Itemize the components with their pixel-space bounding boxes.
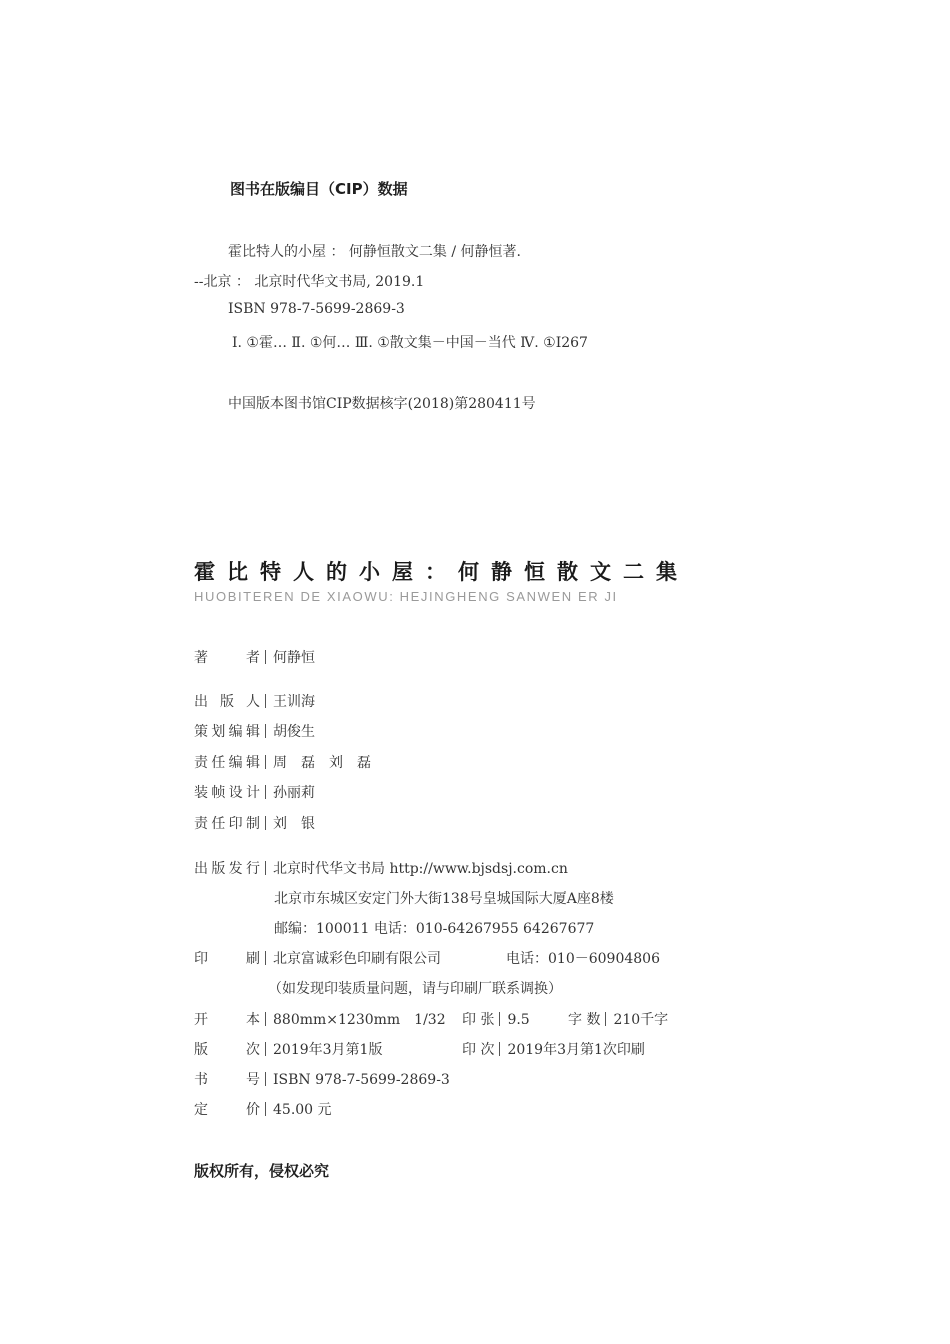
- separator: [265, 1072, 266, 1086]
- credit-label: 字 数: [568, 1012, 601, 1028]
- separator: [265, 1012, 266, 1026]
- separator: [265, 755, 266, 769]
- separator: [605, 1012, 606, 1026]
- credit-label: 印 次: [462, 1042, 495, 1058]
- credit-designer: [194, 782, 315, 802]
- separator: [265, 861, 266, 875]
- credit-value: 王训海: [273, 694, 315, 710]
- credit-label: 著 者: [194, 650, 260, 666]
- credit-value: 210千字: [613, 1012, 669, 1028]
- copyright-notice: 版权所有，侵权必究: [194, 1162, 330, 1180]
- credit-printing-supervisor: [194, 813, 315, 833]
- credit-value: ISBN 978-7-5699-2869-3: [273, 1072, 450, 1088]
- credit-isbn: [194, 1069, 450, 1089]
- credit-author: [194, 647, 315, 667]
- credit-label: 出版发行: [194, 861, 260, 877]
- book-title: 霍比特人的小屋：何静恒散文二集: [194, 560, 689, 584]
- credit-label: 策划编辑: [194, 724, 260, 740]
- credit-label: 印 张: [462, 1012, 495, 1028]
- credit-value: 北京时代华文书局 http://www.bjsdsj.com.cn: [273, 861, 568, 877]
- printer-phone: 电话：010－60904806: [506, 951, 660, 967]
- separator: [265, 694, 266, 708]
- cip-classification-line: Ⅰ. ①霍… Ⅱ. ①何… Ⅲ. ①散文集－中国－当代 Ⅳ. ①I267: [232, 335, 588, 351]
- credit-label: 装帧设计: [194, 785, 260, 801]
- printer-quality-note: （如发现印装质量问题，请与印刷厂联系调换）: [268, 981, 562, 997]
- cip-heading: 图书在版编目（CIP）数据: [230, 180, 408, 198]
- credit-value: 2019年3月第1次印刷: [507, 1042, 645, 1058]
- credit-label: 责任编辑: [194, 755, 260, 771]
- credit-value: 何静恒: [273, 650, 315, 666]
- credit-label: 印 刷: [194, 951, 260, 967]
- distribution-contact: 邮编：100011 电话：010-64267955 64267677: [274, 921, 595, 937]
- credit-sheets: [462, 1009, 530, 1029]
- separator: [265, 1042, 266, 1056]
- credit-print-run: [462, 1039, 645, 1059]
- credit-editor: [194, 752, 371, 772]
- separator: [265, 951, 266, 965]
- credit-label: 定 价: [194, 1102, 260, 1118]
- separator: [265, 1102, 266, 1116]
- credit-value: 2019年3月第1版: [273, 1042, 383, 1058]
- separator: [265, 650, 266, 664]
- credit-value: 刘 银: [273, 816, 315, 832]
- credit-format: [194, 1009, 446, 1029]
- credit-distribution: [194, 858, 568, 878]
- separator: [265, 724, 266, 738]
- credit-value: 孙丽莉: [273, 785, 315, 801]
- credit-label: 责任印制: [194, 816, 260, 832]
- separator: [499, 1042, 500, 1056]
- separator: [265, 816, 266, 830]
- cip-isbn-line: ISBN 978-7-5699-2869-3: [228, 301, 405, 317]
- distribution-address: 北京市东城区安定门外大街138号皇城国际大厦A座8楼: [274, 891, 614, 907]
- separator: [499, 1012, 500, 1026]
- credit-value: 胡俊生: [273, 724, 315, 740]
- credit-label: 开 本: [194, 1012, 260, 1028]
- cip-record-number: 中国版本图书馆CIP数据核字(2018)第280411号: [228, 396, 536, 412]
- credit-value: 9.5: [507, 1012, 530, 1028]
- cip-publisher-line: --北京 ： 北京时代华文书局, 2019.1: [194, 274, 425, 290]
- credit-label: 出 版 人: [194, 694, 260, 710]
- credit-value: 45.00 元: [273, 1102, 332, 1118]
- separator: [265, 785, 266, 799]
- credit-planner: [194, 721, 315, 741]
- credit-words: [568, 1009, 668, 1029]
- credit-publisher: [194, 691, 315, 711]
- credit-value: 周 磊 刘 磊: [273, 755, 371, 771]
- credit-price: [194, 1099, 332, 1119]
- credit-printer: [194, 948, 441, 968]
- credit-label: 书 号: [194, 1072, 260, 1088]
- credit-edition: [194, 1039, 382, 1059]
- book-title-pinyin: HUOBITEREN DE XIAOWU: HEJINGHENG SANWEN ER JI: [194, 589, 618, 604]
- credit-value: 北京富诚彩色印刷有限公司: [273, 951, 441, 967]
- credit-value: 880mm×1230mm 1/32: [273, 1012, 446, 1028]
- cip-title-line: 霍比特人的小屋 ： 何静恒散文二集 / 何静恒著.: [228, 244, 521, 260]
- credit-label: 版 次: [194, 1042, 260, 1058]
